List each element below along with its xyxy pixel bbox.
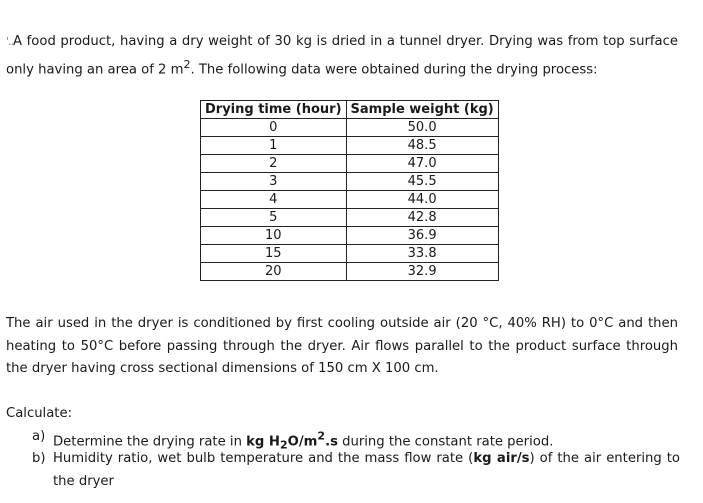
sample-weight-cell: 42.8 [346,209,498,227]
drying-data-table [200,100,499,281]
drying-time-cell: 5 [201,209,347,227]
table-row [201,173,499,191]
question-a-text-1: Determine the drying rate in [53,434,247,450]
table-row [201,191,499,209]
intro-text-1: A food product, having a dry weight of 30 kg is dried in a tunnel dryer. Drying was from top surface only having an area of 2 m [6,34,678,77]
drying-time-cell: 15 [201,245,347,263]
unit-part-1: kg H [246,434,280,450]
mass-flow-unit: kg air/s [473,451,530,466]
drying-time-cell: 2 [201,155,347,173]
sample-weight-cell: 45.5 [346,173,498,191]
question-b [32,448,680,493]
table-row [201,155,499,173]
sample-weight-cell: 48.5 [346,137,498,155]
sample-weight-cell: 50.0 [346,119,498,137]
header-drying-time: Drying time (hour) [201,101,347,119]
unit-superscript: 2 [317,430,326,443]
table-row [201,227,499,245]
question-a-marker: a) [32,429,46,444]
drying-time-cell: 1 [201,137,347,155]
unit-subscript: 2 [279,439,288,453]
drying-time-cell: 0 [201,119,347,137]
drying-time-cell: 4 [201,191,347,209]
question-b-marker: b) [32,451,46,466]
table-row [201,119,499,137]
drying-time-cell: 10 [201,227,347,245]
sample-weight-cell: 36.9 [346,227,498,245]
air-conditioning-paragraph: The air used in the dryer is conditioned by first cooling outside air (20 °C, 40% RH) to 0°C and then heating to 50°C before passing through the dryer. Air flows parallel to the product surface through the dryer having cross sectional dimensions of 150 cm X 100 cm. [6,316,678,376]
table-row [201,263,499,281]
unit-part-3: .s [325,434,338,450]
sample-weight-cell: 47.0 [346,155,498,173]
unit-part-2: O/m [287,434,318,450]
sample-weight-cell: 33.8 [346,245,498,263]
calculate-label: Calculate: [6,406,73,421]
question-a-text-2: during the constant rate period. [337,434,554,450]
question-b-text-2: ) of the air entering to the dryer [53,451,680,489]
question-b-text-1: Humidity ratio, wet bulb temperature and the mass flow rate ( [53,451,474,466]
table-row [201,209,499,227]
problem-intro [6,31,678,81]
intro-text-2: . The following data were obtained during the drying process: [190,61,598,77]
question-b-body [53,448,680,493]
drying-time-cell: 3 [201,173,347,191]
area-superscript: 2 [183,57,191,71]
table-header-row [201,101,499,119]
sample-weight-cell: 32.9 [346,263,498,281]
header-sample-weight: Sample weight (kg) [346,101,498,119]
sample-weight-cell: 44.0 [346,191,498,209]
lead-mark: '.. [6,35,14,48]
table-row [201,245,499,263]
drying-time-cell: 20 [201,263,347,281]
table-row [201,137,499,155]
